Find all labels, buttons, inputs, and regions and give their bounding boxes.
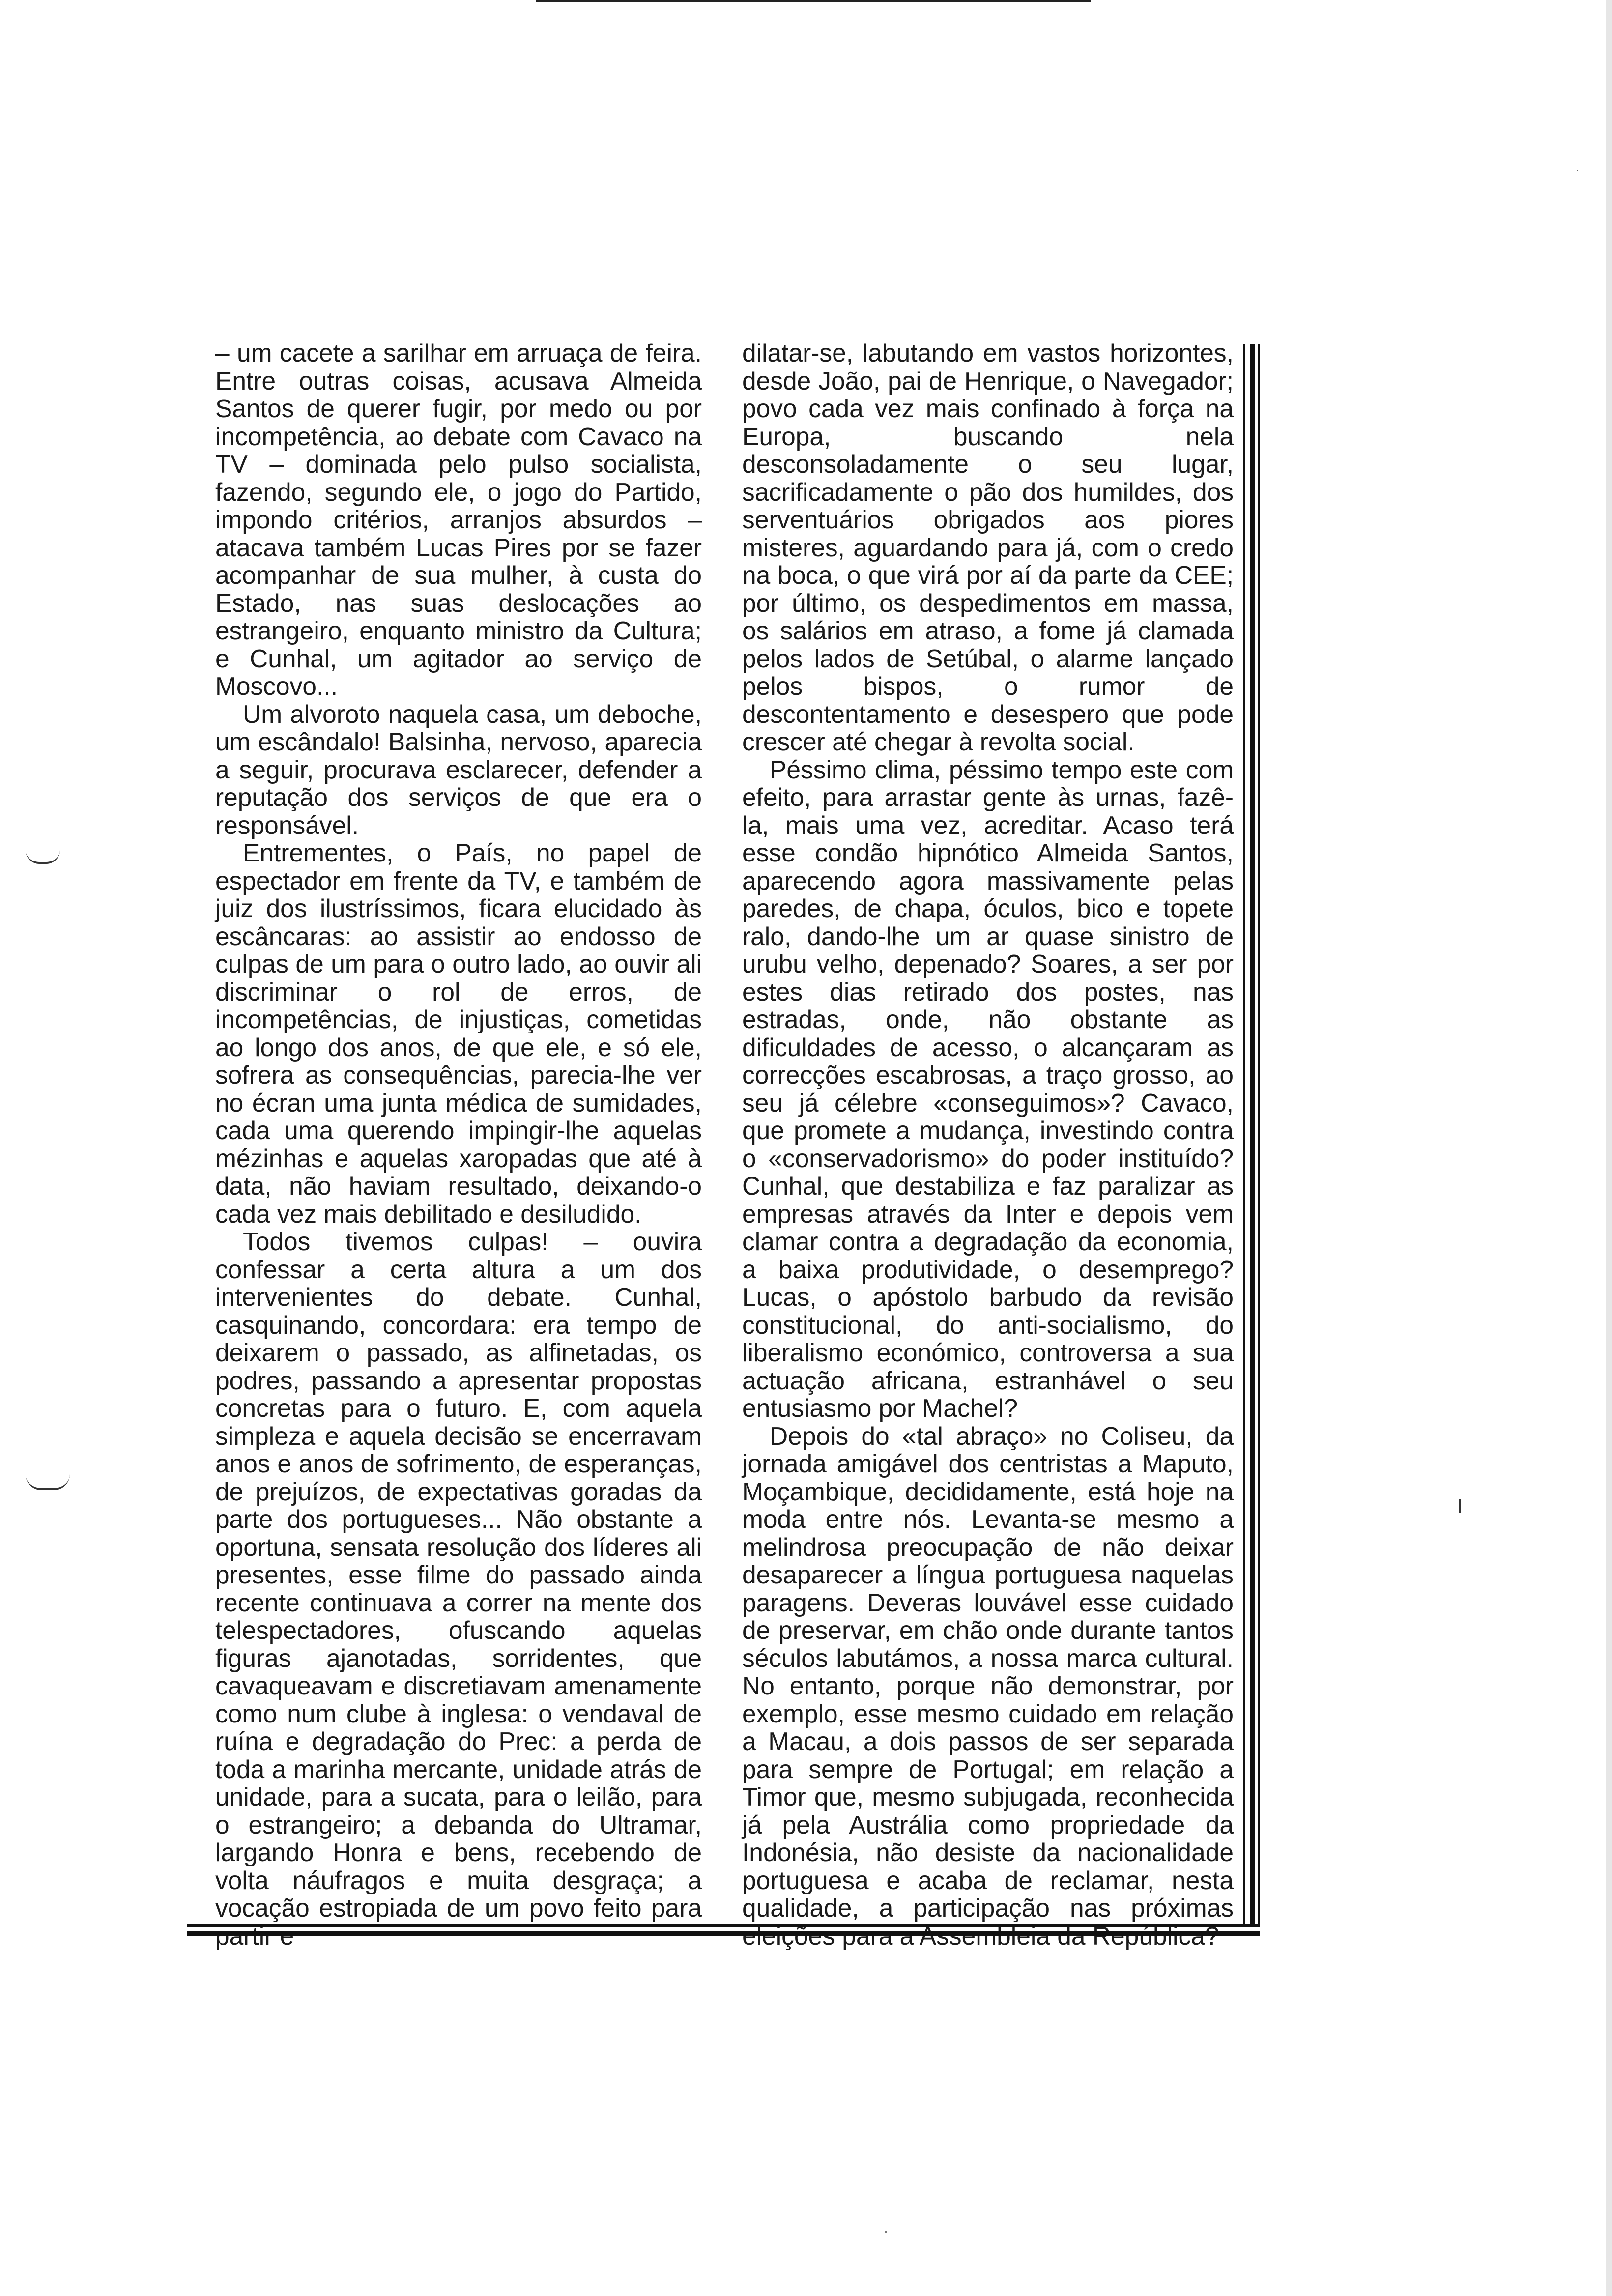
scan-speck — [885, 2231, 887, 2233]
top-edge-rule — [536, 0, 1091, 2]
column-frame-rule — [1243, 344, 1245, 1926]
paragraph: dilatar-se, labutando em vastos horizontes, desde João, pai de Henrique, o Navegador; povo cada vez mais confinado à força na Europa, buscando nela desconsoladamente o seu lugar, sacrificadamente o pão dos humildes, dos serventuários obrigados aos piores misteres, aguardando para já, com o credo na boca, o que virá por aí da parte da CEE; por último, os despedimentos em massa, os salários em atraso, a fome já clamada pelos lados de Setúbal, o alarme lançado pelos bispos, o rumor de descontentamento e desespero que pode crescer até chegar à revolta social. — [742, 339, 1234, 756]
margin-pencil-mark — [26, 850, 60, 864]
margin-pencil-mark — [26, 1474, 70, 1490]
paragraph: – um cacete a sarilhar em arruaça de feira. Entre outras coisas, acusava Almeida Santos de querer fugir, por medo ou por incompetência, ao debate com Cavaco na TV – dominada pelo pulso socialista, fazendo, segundo ele, o jogo do Partido, impondo critérios, arranjos absurdos – atacava também Lucas Pires por se fazer acompanhar de sua mulher, à custa do Estado, nas suas deslocações ao estrangeiro, enquanto ministro da Cultura; e Cunhal, um agitador ao serviço de Moscovo... — [215, 339, 702, 700]
paragraph: Péssimo clima, péssimo tempo este com efeito, para arrastar gente às urnas, fazê-la, mais uma vez, acreditar. Acaso terá esse condão hipnótico Almeida Santos, aparecendo agora massivamente pelas paredes, de chapa, óculos, bico e topete ralo, dando-lhe um ar quase sinistro de urubu velho, depenado? Soares, a ser por estes dias retirado dos postes, nas estradas, onde, não obstante as dificuldades de acesso, o alcançaram as correcções escabrosas, a traço grosso, ao seu já célebre «conseguimos»? Cavaco, que promete a mudança, investindo contra o «conservadorismo» do poder instituído? Cunhal, que destabiliza e faz paralizar as empresas através da Inter e depois vem clamar contra a degradação da economia, a baixa produtividade, o desemprego? Lucas, o apóstolo barbudo da revisão constitucional, do anti-socialismo, do liberalismo económico, controversa a sua actuação africana, estranhável o seu entusiasmo por Machel? — [742, 755, 1234, 1422]
paragraph: Entrementes, o País, no papel de espectador em frente da TV, e também de juiz dos ilustríssimos, ficara elucidado às escâncaras: ao assistir ao endosso de culpas de um para o outro lado, ao ouvir ali discriminar o rol de erros, de incompetências, de injustiças, cometidas ao longo dos anos, de que ele, e só ele, sofrera as consequências, parecia-lhe ver no écran uma junta médica de sumidades, cada uma querendo impingir-lhe aquelas mézinhas e aquelas xaropadas que até à data, não haviam resultado, deixando-o cada vez mais debilitado e desiludido. — [215, 838, 702, 1228]
paragraph: Todos tivemos culpas! – ouvira confessar a certa altura a um dos intervenientes do debate. Cunhal, casquinando, concordara: era tempo de deixarem o passado, as alfinetadas, os podres, passando a apresentar propostas concretas para o futuro. E, com aquela simpleza e aquela decisão se encerravam anos e anos de sofrimento, de esperanças, de prejuízos, de expectativas goradas da parte dos portugueses... Não obstante a oportuna, sensata resolução dos líderes ali presentes, esse filme do passado ainda recente continuava a correr na mente dos telespectadores, ofuscando aquelas figuras ajanotadas, sorridentes, que cavaqueavam e discretiavam amenamente como num clube à inglesa: o vendaval de ruína e degradação do Prec: a perda de toda a marinha mercante, unidade atrás de unidade, para a sucata, para o leilão, para o estrangeiro; a debanda do Ultramar, largando Honra e bens, recebendo de volta náufragos e muita desgraça; a vocação estropiada de um povo feito para — [215, 1227, 702, 1922]
paragraph: Depois do «tal abraço» no Coliseu, da jornada amigável dos centristas a Maputo, Moçambique, decididamente, está hoje na moda entre nós. Levanta-se mesmo a melindrosa preocupação de não deixar desaparecer a língua portuguesa naquelas paragens. Deveras louvável esse cuidado de preservar, em chão onde durante tantos séculos labutámos, a nossa marca cultural. No entanto, porque não demonstrar, por exemplo, esse mesmo cuidado em relação a Macau, a dois passos de ser separada para sempre de Portugal; em relação a Timor que, mesmo subjugada, reconhecida já pela Austrália como propriedade da Indonésia, não desiste da nacionalidade portuguesa e acaba de reclamar, nesta qualidade, a participação nas próximas — [742, 1421, 1234, 1922]
article-left-column — [215, 339, 702, 1950]
paragraph: Um alvoroto naquela casa, um deboche, um escândalo! Balsinha, nervoso, aparecia a seguir, procurava esclarecer, defender a reputação dos serviços de que era o responsável. — [215, 699, 702, 839]
scan-speck — [1459, 1499, 1461, 1513]
bottom-frame-rule — [187, 1924, 1260, 1927]
article-right-column — [742, 339, 1234, 1950]
bottom-frame-rule — [187, 1931, 1260, 1936]
column-frame-rule — [1258, 344, 1260, 1926]
scan-speck — [1577, 170, 1578, 171]
column-frame-rule — [1250, 344, 1255, 1926]
page-edge-shadow — [1606, 0, 1612, 2296]
